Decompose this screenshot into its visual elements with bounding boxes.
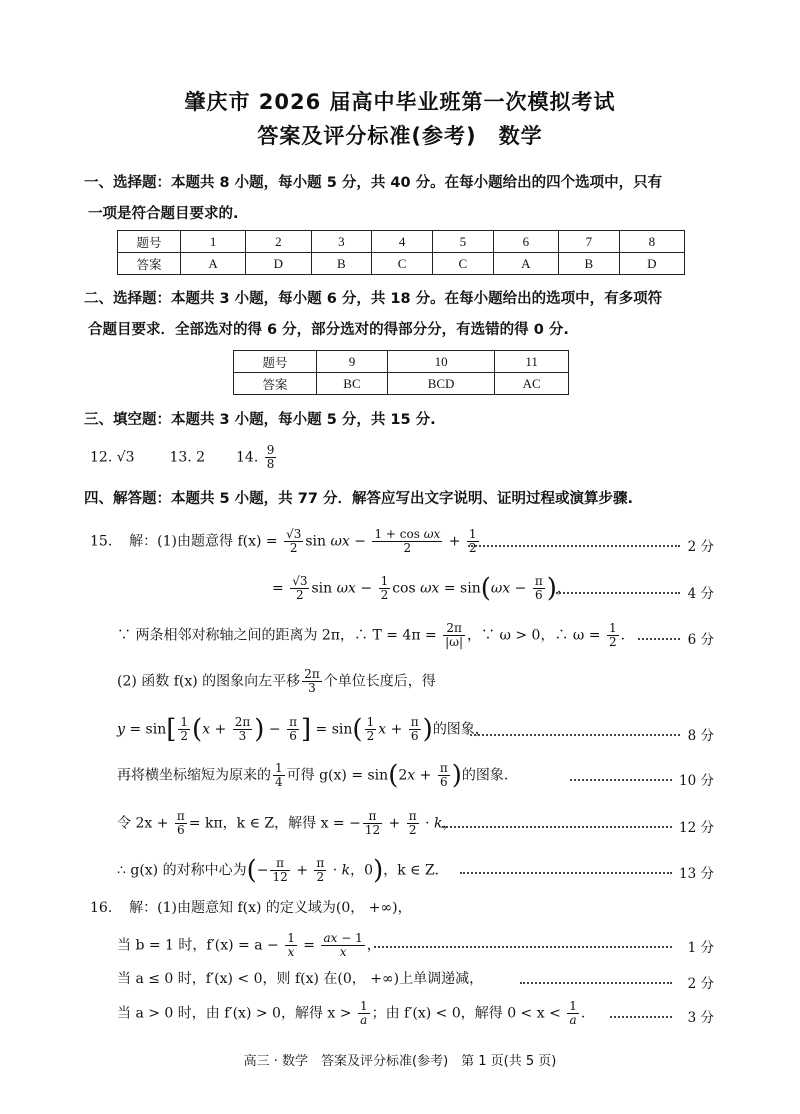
q16-score-1: 1 分 <box>687 940 714 956</box>
q15-score-4: 8 分 <box>687 728 714 744</box>
q16-step4: 当 a > 0 时，由 f′(x) > 0，解得 x > $\frac{1}{a}$ ；由 f′(x) < 0，解得 0 < x < $\frac{1}{a}$ . <box>117 999 586 1027</box>
section2-instructions <box>84 284 716 346</box>
q15-score-5: 10 分 <box>679 773 714 789</box>
q15-step8: ∴ g(x) 的对称中心为(− $\frac{\pi}{12}$ + $\frac{\pi}{2}$ · k，0)，k ∈ Z. <box>117 855 439 886</box>
dot-leader <box>556 592 680 594</box>
answer13: 2 <box>196 449 206 466</box>
q15-step7: 令 2x + $\frac{\pi}{6}$ = kπ，k ∈ Z，解得 x = − $\frac{\pi}{12}$ + $\frac{\pi}{2}$ · k， <box>117 809 457 837</box>
dot-leader <box>610 1016 672 1018</box>
table-answer-label: 答案 <box>234 373 317 395</box>
section1-text1: 一、选择题：本题共 8 小题，每小题 5 分，共 40 分。在每小题给出的四个选项中，只有 <box>84 175 663 191</box>
table-cell: D <box>246 253 311 275</box>
table-cell: A <box>493 253 558 275</box>
section1-text2: 一项是符合题目要求的. <box>88 206 239 222</box>
dot-leader <box>570 779 672 781</box>
q15-step2: = $\frac{√3}{2}$ sin ωx − $\frac{1}{2}$ cos ωx = sin(ωx − $\frac{\pi}{6}$ )， <box>272 573 571 604</box>
q16-score-2: 2 分 <box>687 976 714 992</box>
table-cell: C <box>372 253 433 275</box>
subtitle-answer-key: 答案及评分标准(参考) <box>257 124 477 148</box>
q15-step6: 再将横坐标缩短为原来的 $\frac{1}{4}$ 可得 g(x) = sin(2x + $\frac{\pi}{6}$ )的图象. <box>117 760 509 791</box>
table-cell: 1 <box>181 231 246 253</box>
answer14-fraction: $\frac{9}{8}$ <box>266 443 275 471</box>
table-row <box>234 351 569 373</box>
table-cell: 6 <box>493 231 558 253</box>
q15-score-2: 4 分 <box>687 586 714 602</box>
table-header-label: 题号 <box>234 351 317 373</box>
dot-leader <box>638 638 680 640</box>
section4-instructions: 四、解答题：本题共 5 小题，共 77 分．解答应写出文字说明、证明过程或演算步骤. <box>84 491 633 507</box>
answer12-label: 12. <box>90 449 113 466</box>
page-footer: 高三 · 数学 答案及评分标准(参考) 第 1 页(共 5 页) <box>243 1054 557 1069</box>
q15-step1: 15. 解：(1)由题意得 f(x) = $\frac{√3}{2}$ sin ωx − $\frac{\text{1 + cos ωx}}{2}$ + $\frac{1}{2}$ <box>90 527 477 555</box>
table-cell: C <box>432 253 493 275</box>
answer12: √3 <box>116 449 135 466</box>
answer14-label: 14. <box>236 449 259 466</box>
exam-title: 肇庆市 2026 届高中毕业班第一次模拟考试 <box>184 90 616 114</box>
section1-instructions <box>84 168 716 230</box>
dot-leader <box>520 982 672 984</box>
section2-text1: 二、选择题：本题共 3 小题，每小题 6 分，共 18 分。在每小题给出的选项中，有多项符 <box>84 291 663 307</box>
q15-score-7: 13 分 <box>679 866 714 882</box>
section3-instructions: 三、填空题：本题共 3 小题，每小题 5 分，共 15 分. <box>84 412 436 428</box>
q16-step3: 当 a ≤ 0 时，f′(x) < 0，则 f(x) 在(0， +∞)上单调递减， <box>117 971 484 987</box>
q16-step2: 当 b = 1 时，f′(x) = a − $\frac{1}{x}$ = $\frac{ax - 1}{x}$ ， <box>117 931 381 959</box>
q15-score-1: 2 分 <box>687 539 714 555</box>
dot-leader <box>468 545 680 547</box>
table-cell: 10 <box>387 351 494 373</box>
exam-subtitle <box>0 120 800 150</box>
table-cell: 8 <box>619 231 684 253</box>
table-row <box>118 253 685 275</box>
q15-label: 15. <box>90 533 113 550</box>
q16-label: 16. <box>90 900 113 916</box>
table-cell: 5 <box>432 231 493 253</box>
q15-score-3: 6 分 <box>687 632 714 648</box>
table-cell: B <box>558 253 619 275</box>
subtitle-subject: 数学 <box>498 124 543 148</box>
answer13-label: 13. <box>169 449 192 466</box>
dot-leader <box>470 734 680 736</box>
q15-step5: y = sin[ $\frac{1}{2}$ (x + $\frac{2\pi}{3}$ ) − $\frac{\pi}{6}$ ] = sin( $\frac{1}{2}$ x + $\frac{\pi}{6}$ )的图象， <box>117 714 489 745</box>
dot-leader <box>460 872 672 874</box>
fill-in-answers <box>90 444 278 471</box>
section1-answer-table <box>117 230 685 275</box>
table-cell: 7 <box>558 231 619 253</box>
table-cell: B <box>311 253 372 275</box>
table-cell: 3 <box>311 231 372 253</box>
q16-score-3: 3 分 <box>687 1010 714 1026</box>
dot-leader <box>442 826 672 828</box>
table-cell: 2 <box>246 231 311 253</box>
table-cell: AC <box>495 373 569 395</box>
table-cell: 9 <box>317 351 388 373</box>
table-answer-label: 答案 <box>118 253 181 275</box>
q15-step3: ∵ 两条相邻对称轴之间的距离为 2π，∴ T = 4π = $\frac{2\pi}{|\omega|}$ ，∵ ω > 0，∴ ω = $\frac{1}{2}$ . <box>117 621 626 649</box>
table-header-label: 题号 <box>118 231 181 253</box>
table-cell: D <box>619 253 684 275</box>
table-cell: BCD <box>387 373 494 395</box>
dot-leader <box>374 946 672 948</box>
table-cell: A <box>181 253 246 275</box>
q16-step1: 16. 解：(1)由题意知 f(x) 的定义域为(0， +∞)， <box>90 900 412 916</box>
table-row <box>118 231 685 253</box>
section2-text2: 合题目要求．全部选对的得 6 分，部分选对的得部分分，有选错的得 0 分. <box>88 322 569 338</box>
table-cell: 11 <box>495 351 569 373</box>
q15-step4: (2) 函数 f(x) 的图象向左平移 $\frac{2\pi}{3}$ 个单位长度后，得 <box>117 667 436 695</box>
table-row <box>234 373 569 395</box>
table-cell: BC <box>317 373 388 395</box>
section2-answer-table <box>233 350 569 395</box>
q15-score-6: 12 分 <box>679 820 714 836</box>
table-cell: 4 <box>372 231 433 253</box>
